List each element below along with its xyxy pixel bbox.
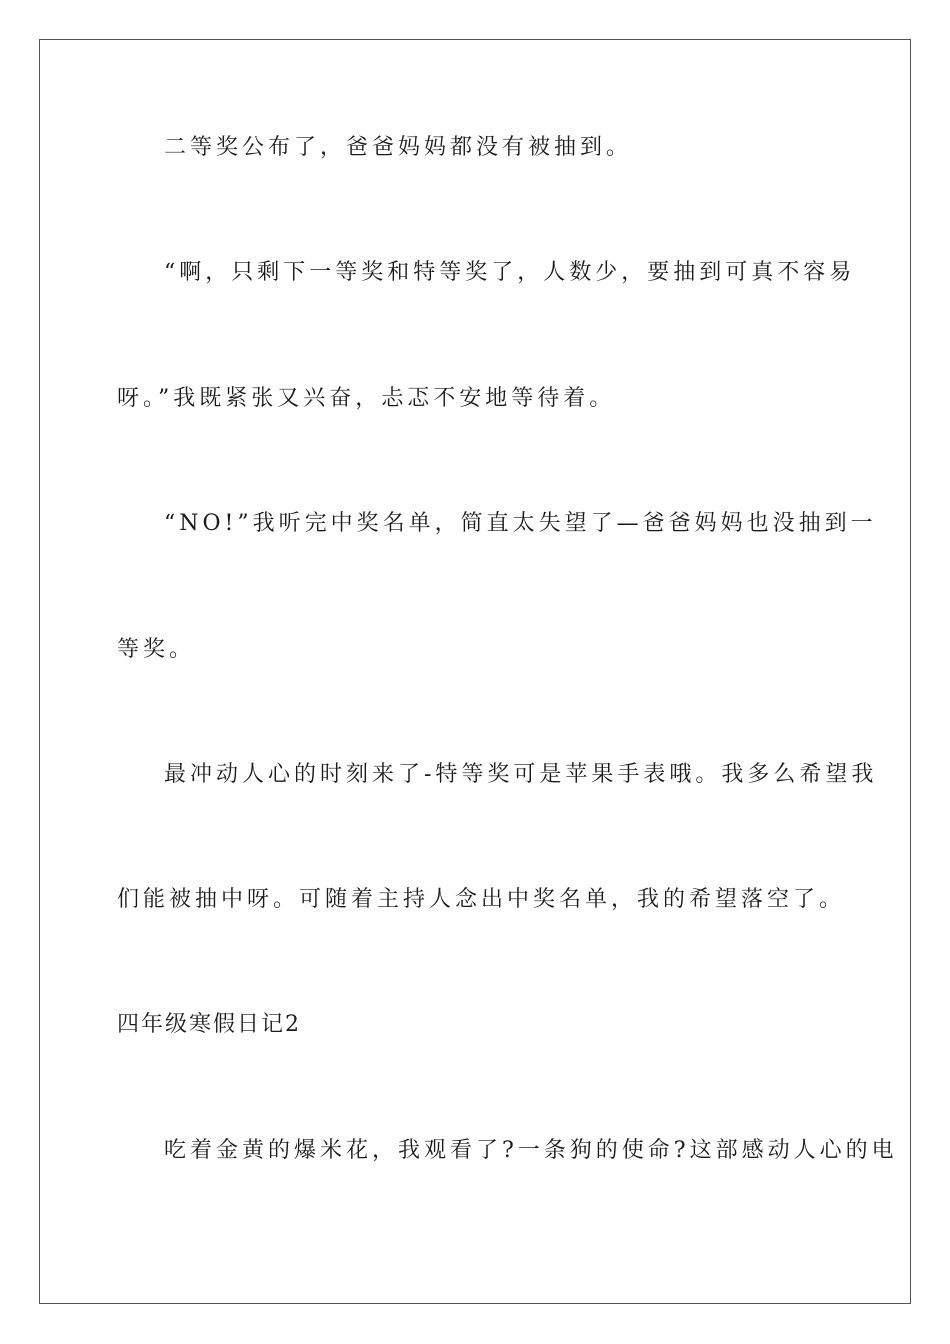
paragraph-line: “NO!”我听完中奖名单，简直太失望了—爸爸妈妈也没抽到一 bbox=[164, 511, 877, 536]
section-heading: 四年级寒假日记2 bbox=[117, 1012, 301, 1037]
paragraph-line: 呀。”我既紧张又兴奋，忐忑不安地等待着。 bbox=[117, 386, 616, 411]
paragraph-line: 等奖。 bbox=[117, 637, 196, 662]
paragraph-line: 二等奖公布了，爸爸妈妈都没有被抽到。 bbox=[164, 135, 633, 160]
page-border bbox=[39, 39, 911, 1304]
paragraph-line: 最冲动人心的时刻来了-特等奖可是苹果手表哦。我多么希望我 bbox=[164, 762, 878, 787]
paragraph-line: 吃着金黄的爆米花，我观看了?一条狗的使命?这部感动人心的电 bbox=[164, 1138, 898, 1163]
paragraph-line: “啊，只剩下一等奖和特等奖了，人数少，要抽到可真不容易 bbox=[164, 260, 856, 285]
paragraph-line: 们能被抽中呀。可随着主持人念出中奖名单，我的希望落空了。 bbox=[117, 887, 846, 912]
